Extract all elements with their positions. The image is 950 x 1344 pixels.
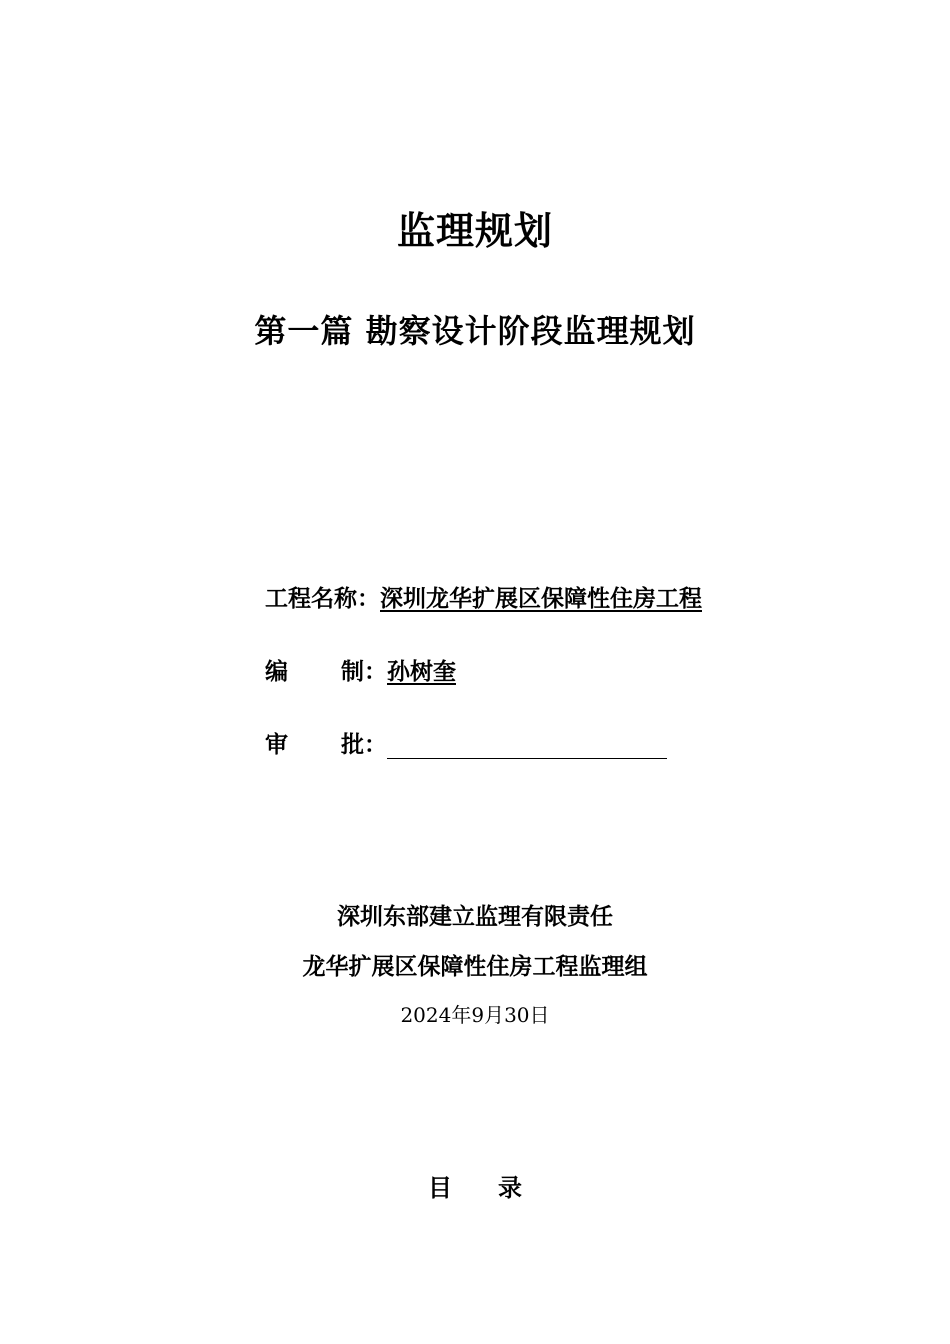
toc-heading-char2: 录 [498, 1173, 522, 1202]
approval-label [265, 726, 364, 759]
organization-name: 深圳东部建立监理有限责任 [337, 903, 613, 930]
project-name-field [265, 580, 702, 613]
compiler-colon: ： [364, 658, 387, 685]
project-name-label: 工程名称 [265, 585, 357, 612]
document-date: 2024年9月30日 [400, 1003, 550, 1027]
project-name-colon: ： [357, 585, 380, 612]
approval-blank-line[interactable] [387, 732, 667, 759]
compiler-label-char2: 制 [341, 658, 364, 685]
toc-heading [0, 1168, 950, 1203]
compiler-value: 孙树奎 [387, 658, 456, 685]
approval-label-char1: 审 [265, 731, 288, 758]
approval-field [265, 726, 667, 759]
toc-heading-char1: 目 [428, 1173, 452, 1202]
compiler-label-char1: 编 [265, 658, 288, 685]
document-title: 监理规划 [396, 208, 553, 253]
project-name-value: 深圳龙华扩展区保障性住房工程 [380, 585, 702, 612]
compiler-label [265, 653, 364, 686]
compiler-field [265, 653, 456, 686]
supervision-group-name: 龙华扩展区保障性住房工程监理组 [302, 953, 648, 980]
approval-label-char2: 批 [341, 731, 364, 758]
document-subtitle: 第一篇 勘察设计阶段监理规划 [254, 312, 696, 350]
approval-colon: ： [364, 731, 387, 758]
